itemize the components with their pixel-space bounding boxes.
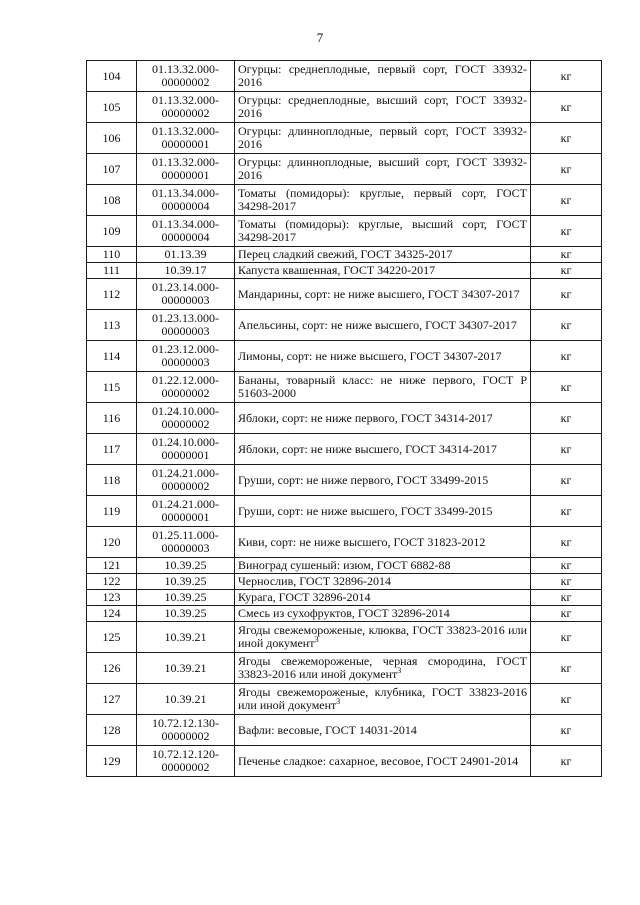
okpd-code-text: 01.25.11.000-00000003 (152, 528, 219, 555)
row-number (87, 434, 137, 465)
unit-of-measure (531, 123, 602, 154)
table-row (87, 403, 602, 434)
okpd-code-text: 01.23.13.000-00000003 (152, 311, 219, 338)
okpd-code (137, 558, 235, 574)
product-name-text: Томаты (помидоры): круглые, первый сорт, ГОСТ 34298-2017 (238, 186, 527, 213)
product-name-text: Курага, ГОСТ 32896-2014 (238, 590, 371, 604)
okpd-code-text: 01.24.21.000-00000002 (152, 466, 219, 493)
unit-of-measure (531, 154, 602, 185)
okpd-code-text: 01.13.34.000-00000004 (152, 186, 219, 213)
unit-of-measure-text: кг (560, 691, 572, 706)
unit-of-measure-text: кг (560, 590, 572, 604)
okpd-code (137, 715, 235, 746)
row-number-text: 113 (102, 317, 121, 332)
okpd-code (137, 684, 235, 715)
products-table-body (87, 61, 602, 777)
unit-of-measure-text: кг (560, 558, 572, 572)
product-name-text: Огурцы: длинноплодные, первый сорт, ГОСТ 33932-2016 (238, 124, 527, 151)
product-name (235, 590, 531, 606)
table-row (87, 123, 602, 154)
unit-of-measure (531, 263, 602, 279)
unit-of-measure (531, 465, 602, 496)
row-number-text: 107 (102, 161, 121, 176)
table-row (87, 341, 602, 372)
row-number-text: 122 (102, 574, 121, 588)
unit-of-measure-text: кг (560, 722, 572, 737)
okpd-code (137, 123, 235, 154)
okpd-code-text: 01.24.10.000-00000002 (152, 404, 219, 431)
row-number (87, 746, 137, 777)
table-row (87, 558, 602, 574)
table-row (87, 606, 602, 622)
row-number-text: 104 (102, 68, 121, 83)
okpd-code-text: 10.39.21 (164, 691, 207, 706)
okpd-code (137, 574, 235, 590)
product-name-text: Бананы, товарный класс: не ниже первого, ГОСТ Р 51603-2000 (238, 373, 527, 400)
okpd-code-text: 10.39.25 (164, 558, 207, 572)
unit-of-measure-text: кг (560, 99, 572, 114)
table-row (87, 185, 602, 216)
okpd-code (137, 746, 235, 777)
product-name (235, 341, 531, 372)
unit-of-measure (531, 684, 602, 715)
footnote-marker: 3 (336, 697, 341, 706)
table-row (87, 372, 602, 403)
row-number (87, 263, 137, 279)
row-number-text: 108 (102, 192, 121, 207)
okpd-code-text: 01.24.10.000-00000001 (152, 435, 219, 462)
row-number-text: 111 (102, 263, 121, 277)
table-row (87, 92, 602, 123)
unit-of-measure (531, 606, 602, 622)
row-number (87, 372, 137, 403)
row-number (87, 247, 137, 263)
row-number (87, 61, 137, 92)
table-row (87, 574, 602, 590)
row-number-text: 112 (102, 286, 121, 301)
product-name (235, 123, 531, 154)
product-name-text: Ягоды свежемороженые, клюква, ГОСТ 33823-2016 или иной документ (238, 623, 527, 650)
table-row (87, 715, 602, 746)
row-number-text: 106 (102, 130, 121, 145)
product-name (235, 606, 531, 622)
okpd-code-text: 01.13.34.000-00000004 (152, 217, 219, 244)
product-name (235, 372, 531, 403)
product-name-text: Огурцы: среднеплодные, высший сорт, ГОСТ 33932-2016 (238, 93, 527, 120)
product-name (235, 92, 531, 123)
product-name (235, 434, 531, 465)
okpd-code-text: 01.13.39 (164, 247, 207, 261)
unit-of-measure-text: кг (560, 574, 572, 588)
row-number-text: 116 (102, 410, 121, 425)
row-number-text: 117 (102, 441, 121, 456)
unit-of-measure-text: кг (560, 379, 572, 394)
product-name-text: Печенье сладкое: сахарное, весовое, ГОСТ 24901-2014 (238, 753, 519, 768)
row-number (87, 465, 137, 496)
okpd-code-text: 10.39.21 (164, 660, 207, 675)
unit-of-measure (531, 574, 602, 590)
footnote-marker: 3 (397, 666, 402, 675)
product-name (235, 185, 531, 216)
okpd-code (137, 434, 235, 465)
unit-of-measure (531, 527, 602, 558)
product-name (235, 684, 531, 715)
product-name-text: Яблоки, сорт: не ниже высшего, ГОСТ 34314-2017 (238, 441, 497, 456)
unit-of-measure (531, 372, 602, 403)
product-name-text: Киви, сорт: не ниже высшего, ГОСТ 31823-2012 (238, 534, 486, 549)
unit-of-measure-text: кг (560, 68, 572, 83)
product-name (235, 154, 531, 185)
product-name (235, 263, 531, 279)
unit-of-measure-text: кг (560, 472, 572, 487)
product-name (235, 247, 531, 263)
unit-of-measure-text: кг (560, 223, 572, 238)
okpd-code-text: 01.22.12.000-00000002 (152, 373, 219, 400)
okpd-code-text: 01.23.14.000-00000003 (152, 280, 219, 307)
row-number (87, 403, 137, 434)
row-number-text: 126 (102, 660, 121, 675)
okpd-code (137, 606, 235, 622)
row-number (87, 123, 137, 154)
product-name-text: Виноград сушеный: изюм, ГОСТ 6882-88 (238, 558, 451, 572)
okpd-code-text: 10.39.17 (164, 263, 207, 277)
unit-of-measure-text: кг (560, 441, 572, 456)
row-number (87, 185, 137, 216)
okpd-code (137, 216, 235, 247)
row-number-text: 118 (102, 472, 121, 487)
unit-of-measure (531, 61, 602, 92)
product-name-text: Огурцы: среднеплодные, первый сорт, ГОСТ 33932-2016 (238, 62, 527, 89)
row-number (87, 216, 137, 247)
okpd-code (137, 247, 235, 263)
product-name-text: Груши, сорт: не ниже первого, ГОСТ 33499-2015 (238, 472, 489, 487)
unit-of-measure (531, 590, 602, 606)
okpd-code-text: 10.39.25 (164, 590, 207, 604)
product-name (235, 746, 531, 777)
okpd-code (137, 92, 235, 123)
unit-of-measure-text: кг (560, 317, 572, 332)
okpd-code (137, 372, 235, 403)
unit-of-measure (531, 341, 602, 372)
okpd-code (137, 653, 235, 684)
row-number (87, 684, 137, 715)
okpd-code (137, 310, 235, 341)
row-number (87, 558, 137, 574)
page-number: 7 (316, 30, 324, 45)
row-number (87, 590, 137, 606)
product-name-text: Груши, сорт: не ниже высшего, ГОСТ 33499-2015 (238, 503, 493, 518)
okpd-code-text: 01.23.12.000-00000003 (152, 342, 219, 369)
product-name-text: Ягоды свежемороженые, черная смородина, ГОСТ 33823-2016 или иной документ (238, 654, 527, 681)
product-name (235, 622, 531, 653)
unit-of-measure-text: кг (560, 263, 572, 277)
unit-of-measure (531, 403, 602, 434)
table-row (87, 622, 602, 653)
okpd-code (137, 279, 235, 310)
okpd-code-text: 10.39.21 (164, 629, 207, 644)
product-name (235, 558, 531, 574)
okpd-code-text: 01.24.21.000-00000001 (152, 497, 219, 524)
okpd-code-text: 01.13.32.000-00000002 (152, 62, 219, 89)
table-row (87, 247, 602, 263)
row-number (87, 653, 137, 684)
product-name (235, 310, 531, 341)
product-name-text: Капуста квашенная, ГОСТ 34220-2017 (238, 263, 436, 277)
row-number-text: 120 (102, 534, 121, 549)
unit-of-measure (531, 216, 602, 247)
unit-of-measure-text: кг (560, 753, 572, 768)
table-row (87, 434, 602, 465)
row-number (87, 527, 137, 558)
product-name-text: Смесь из сухофруктов, ГОСТ 32896-2014 (238, 606, 450, 620)
product-name (235, 496, 531, 527)
unit-of-measure-text: кг (560, 410, 572, 425)
product-name-text: Лимоны, сорт: не ниже высшего, ГОСТ 34307-2017 (238, 348, 502, 363)
okpd-code (137, 263, 235, 279)
okpd-code (137, 496, 235, 527)
unit-of-measure (531, 92, 602, 123)
row-number-text: 119 (102, 503, 121, 518)
unit-of-measure (531, 185, 602, 216)
row-number (87, 622, 137, 653)
okpd-code (137, 154, 235, 185)
okpd-code (137, 590, 235, 606)
table-row (87, 465, 602, 496)
row-number (87, 310, 137, 341)
row-number (87, 574, 137, 590)
product-name-text: Томаты (помидоры): круглые, высший сорт, ГОСТ 34298-2017 (238, 217, 527, 244)
okpd-code (137, 622, 235, 653)
row-number-text: 105 (102, 99, 121, 114)
table-row (87, 527, 602, 558)
row-number (87, 341, 137, 372)
product-name (235, 216, 531, 247)
okpd-code (137, 341, 235, 372)
row-number (87, 715, 137, 746)
row-number (87, 279, 137, 310)
product-name (235, 279, 531, 310)
unit-of-measure (531, 279, 602, 310)
table-row (87, 653, 602, 684)
table-row (87, 61, 602, 92)
unit-of-measure-text: кг (560, 348, 572, 363)
row-number-text: 127 (102, 691, 121, 706)
unit-of-measure-text: кг (560, 534, 572, 549)
product-name-text: Апельсины, сорт: не ниже высшего, ГОСТ 34307-2017 (238, 317, 517, 332)
unit-of-measure (531, 558, 602, 574)
product-name (235, 574, 531, 590)
row-number-text: 124 (102, 606, 121, 620)
okpd-code (137, 403, 235, 434)
table-row (87, 279, 602, 310)
table-row (87, 310, 602, 341)
okpd-code-text: 10.72.12.120-00000002 (152, 747, 219, 774)
row-number-text: 121 (102, 558, 121, 572)
table-row (87, 216, 602, 247)
product-name (235, 527, 531, 558)
table-row (87, 263, 602, 279)
unit-of-measure-text: кг (560, 192, 572, 207)
okpd-code-text: 10.72.12.130-00000002 (152, 716, 219, 743)
unit-of-measure (531, 746, 602, 777)
okpd-code-text: 01.13.32.000-00000001 (152, 124, 219, 151)
unit-of-measure (531, 247, 602, 263)
okpd-code (137, 61, 235, 92)
row-number (87, 92, 137, 123)
unit-of-measure (531, 622, 602, 653)
product-name-text: Ягоды свежемороженые, клубника, ГОСТ 33823-2016 или иной документ (238, 685, 527, 712)
row-number-text: 129 (102, 753, 121, 768)
product-name-text: Яблоки, сорт: не ниже первого, ГОСТ 34314-2017 (238, 410, 493, 425)
row-number-text: 128 (102, 722, 121, 737)
okpd-code-text: 01.13.32.000-00000001 (152, 155, 219, 182)
product-name-text: Перец сладкий свежий, ГОСТ 34325-2017 (238, 247, 453, 261)
product-name-text: Чернослив, ГОСТ 32896-2014 (238, 574, 392, 588)
okpd-code-text: 10.39.25 (164, 606, 207, 620)
unit-of-measure-text: кг (560, 660, 572, 675)
product-name-text: Мандарины, сорт: не ниже высшего, ГОСТ 34307-2017 (238, 286, 520, 301)
row-number-text: 125 (102, 629, 121, 644)
row-number-text: 110 (102, 247, 121, 261)
product-name-text: Вафли: весовые, ГОСТ 14031-2014 (238, 722, 417, 737)
table-row (87, 154, 602, 185)
unit-of-measure-text: кг (560, 286, 572, 301)
unit-of-measure (531, 653, 602, 684)
table-row (87, 496, 602, 527)
unit-of-measure-text: кг (560, 503, 572, 518)
table-row (87, 746, 602, 777)
okpd-code (137, 465, 235, 496)
unit-of-measure (531, 496, 602, 527)
product-name (235, 715, 531, 746)
table-row (87, 590, 602, 606)
row-number-text: 109 (102, 223, 121, 238)
unit-of-measure-text: кг (560, 130, 572, 145)
product-name (235, 465, 531, 496)
footnote-marker: 3 (314, 635, 319, 644)
product-name (235, 403, 531, 434)
unit-of-measure (531, 715, 602, 746)
unit-of-measure-text: кг (560, 606, 572, 620)
unit-of-measure (531, 310, 602, 341)
product-name (235, 61, 531, 92)
products-table (86, 60, 602, 777)
row-number-text: 123 (102, 590, 121, 604)
table-row (87, 684, 602, 715)
okpd-code (137, 185, 235, 216)
unit-of-measure-text: кг (560, 247, 572, 261)
product-name (235, 653, 531, 684)
okpd-code-text: 01.13.32.000-00000002 (152, 93, 219, 120)
okpd-code-text: 10.39.25 (164, 574, 207, 588)
row-number (87, 496, 137, 527)
row-number (87, 606, 137, 622)
row-number-text: 114 (102, 348, 121, 363)
okpd-code (137, 527, 235, 558)
row-number (87, 154, 137, 185)
unit-of-measure-text: кг (560, 629, 572, 644)
unit-of-measure (531, 434, 602, 465)
product-name-text: Огурцы: длинноплодные, высший сорт, ГОСТ 33932-2016 (238, 155, 527, 182)
unit-of-measure-text: кг (560, 161, 572, 176)
row-number-text: 115 (102, 379, 121, 394)
